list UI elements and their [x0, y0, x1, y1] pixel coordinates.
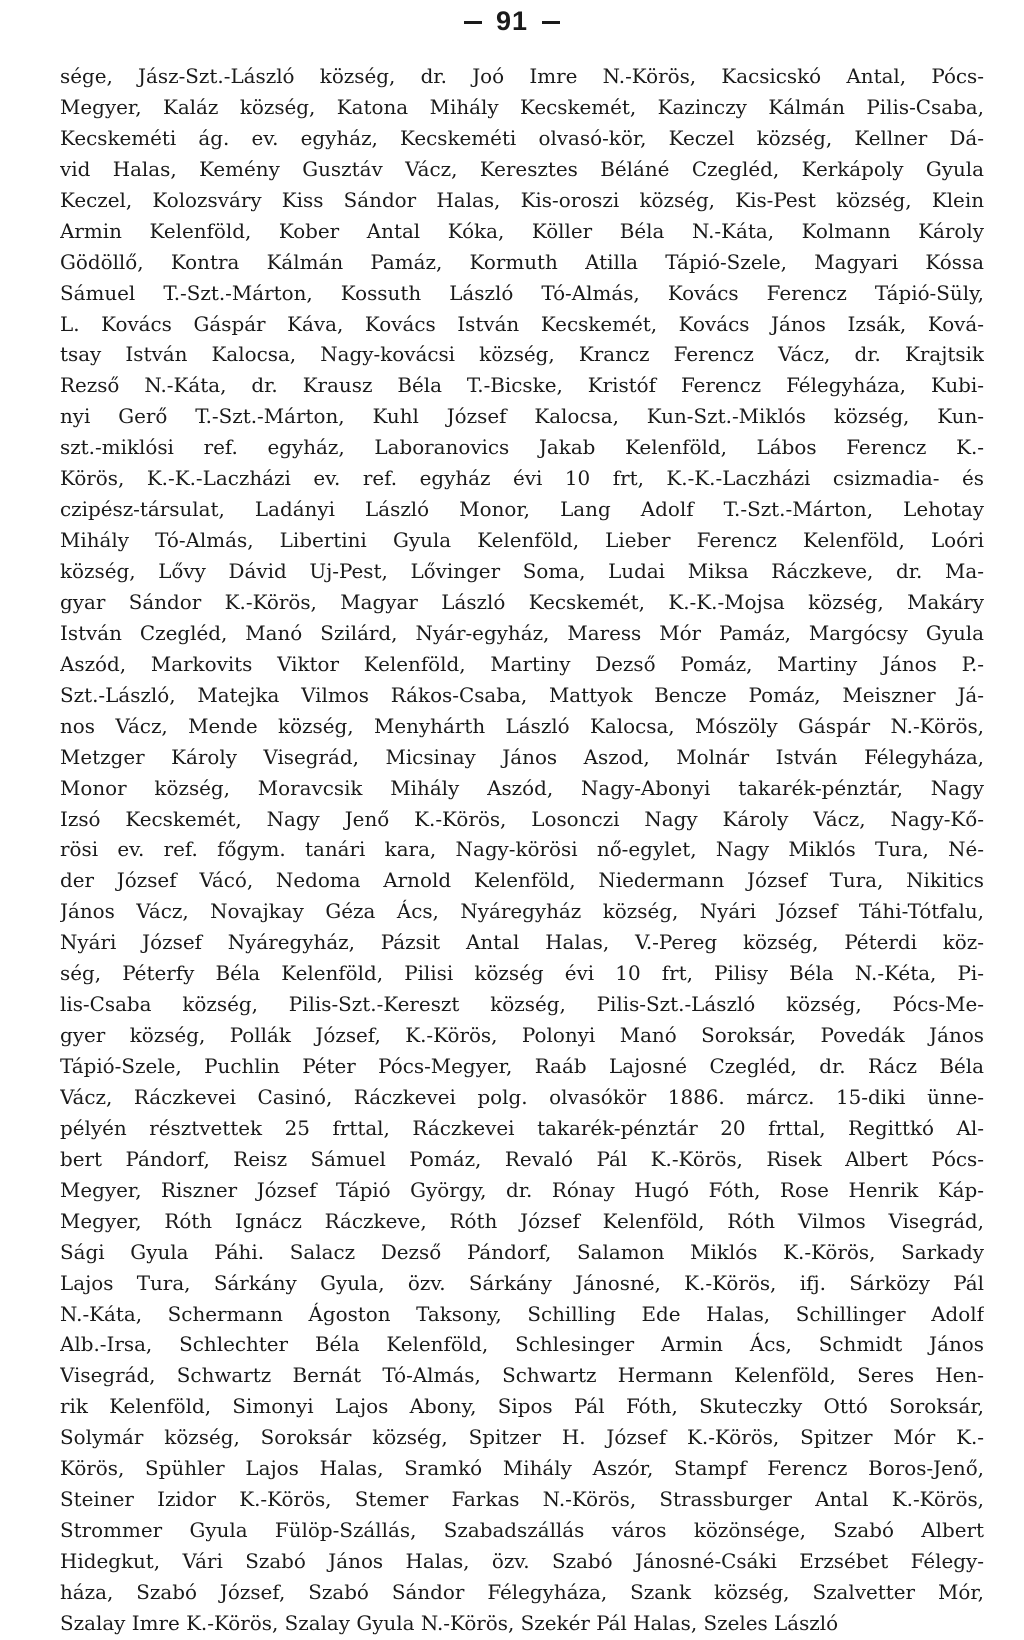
text-line: tsay István Kalocsa, Nagy-kovácsi község, Krancz Ferencz Vácz, dr. Krajtsik [60, 343, 984, 367]
text-line: nyi Gerő T.-Szt.-Márton, Kuhl József Kalocsa, Kun-Szt.-Miklós község, Kun- [60, 405, 984, 429]
page-header [0, 6, 1024, 37]
text-line: Gödöllő, Kontra Kálmán Pamáz, Kormuth Atilla Tápió-Szele, Magyari Kóssa [60, 250, 984, 274]
text-line: Megyer, Kaláz község, Katona Mihály Kecskemét, Kazinczy Kálmán Pilis-Csaba, [60, 95, 984, 119]
text-line: Keczel, Kolozsváry Kiss Sándor Halas, Kis-oroszi község, Kis-Pest község, Klein [60, 188, 984, 212]
text-line: pélyén résztvettek 25 frttal, Ráczkevei takarék-pénztár 20 frttal, Regittkó Al- [60, 1116, 984, 1140]
text-line: Sámuel T.-Szt.-Márton, Kossuth László Tó-Almás, Kovács Ferencz Tápió-Süly, [60, 281, 984, 305]
text-line: Steiner Izidor K.-Körös, Stemer Farkas N.-Körös, Strassburger Antal K.-Körös, [60, 1488, 984, 1512]
text-line: czipész-társulat, Ladányi László Monor, Lang Adolf T.-Szt.-Márton, Lehotay [60, 498, 984, 522]
header-dash-left [464, 21, 482, 24]
text-line: Körös, K.-K.-Laczházi ev. ref. egyház évi 10 frt, K.-K.-Laczházi csizmadia- és [60, 467, 984, 491]
text-line: János Vácz, Novajkay Géza Ács, Nyáregyház község, Nyári József Táhi-Tótfalu, [60, 900, 984, 924]
text-line: Sági Gyula Páhi. Salacz Dezső Pándorf, Salamon Miklós K.-Körös, Sarkady [60, 1240, 984, 1264]
text-line: Körös, Spühler Lajos Halas, Sramkó Mihály Aszór, Stampf Ferencz Boros-Jenő, [60, 1457, 984, 1481]
text-line: Metzger Károly Visegrád, Micsinay János Aszod, Molnár István Félegyháza, [60, 745, 984, 769]
text-line: Visegrád, Schwartz Bernát Tó-Almás, Schwartz Hermann Kelenföld, Seres Hen- [60, 1364, 984, 1388]
text-line: sége, Jász-Szt.-László község, dr. Joó Imre N.-Körös, Kacsicskó Antal, Pócs- [60, 65, 984, 88]
text-line: der József Vácó, Nedoma Arnold Kelenföld, Niedermann József Tura, Nikitics [60, 869, 984, 893]
text-line: Tápió-Szele, Puchlin Péter Pócs-Megyer, Raáb Lajosné Czegléd, dr. Rácz Béla [60, 1055, 984, 1078]
text-line: vid Halas, Kemény Gusztáv Vácz, Keresztes Béláné Czegléd, Kerkápoly Gyula [60, 157, 984, 181]
text-line: Hidegkut, Vári Szabó János Halas, özv. Szabó Jánosné-Csáki Erzsébet Félegy- [60, 1550, 984, 1573]
text-line: Szalay Imre K.-Körös, Szalay Gyula N.-Körös, Szekér Pál Halas, Szeles László [60, 1611, 839, 1635]
text-line: Szt.-László, Matejka Vilmos Rákos-Csaba, Mattyok Bencze Pomáz, Meiszner Já- [60, 683, 984, 707]
header-dash-right [542, 21, 560, 24]
text-line: ség, Péterfy Béla Kelenföld, Pilisi község évi 10 frt, Pilisy Béla N.-Kéta, Pi- [60, 962, 984, 986]
text-line: Megyer, Riszner József Tápió György, dr. Rónay Hugó Fóth, Rose Henrik Káp- [60, 1178, 984, 1202]
text-line: Alb.-Irsa, Schlechter Béla Kelenföld, Schlesinger Armin Ács, Schmidt János [60, 1333, 984, 1357]
text-line: lis-Csaba község, Pilis-Szt.-Kereszt község, Pilis-Szt.-László község, Pócs-Me- [60, 993, 984, 1017]
text-line: Lajos Tura, Sárkány Gyula, özv. Sárkány Jánosné, K.-Körös, ifj. Sárközy Pál [60, 1271, 984, 1295]
text-line: István Czegléd, Manó Szilárd, Nyár-egyház, Maress Mór Pamáz, Margócsy Gyula [60, 621, 984, 645]
text-line: N.-Káta, Schermann Ágoston Taksony, Schilling Ede Halas, Schillinger Adolf [60, 1302, 984, 1326]
text-line: gyar Sándor K.-Körös, Magyar László Kecskemét, K.-K.-Mojsa község, Makáry [60, 590, 984, 614]
text-line: Megyer, Róth Ignácz Ráczkeve, Róth József Kelenföld, Róth Vilmos Visegrád, [60, 1209, 984, 1233]
text-line: Strommer Gyula Fülöp-Szállás, Szabadszállás város közönsége, Szabó Albert [60, 1519, 984, 1543]
text-line: Izsó Kecskemét, Nagy Jenő K.-Körös, Losonczi Nagy Károly Vácz, Nagy-Kő- [60, 807, 984, 831]
text-line: Rezső N.-Káta, dr. Krausz Béla T.-Bicske, Kristóf Ferencz Félegyháza, Kubi- [60, 374, 984, 398]
text-line: háza, Szabó József, Szabó Sándor Félegyháza, Szank község, Szalvetter Mór, [60, 1580, 984, 1604]
text-line: L. Kovács Gáspár Káva, Kovács István Kecskemét, Kovács János Izsák, Ková- [60, 312, 984, 336]
text-line: község, Lővy Dávid Uj-Pest, Lővinger Soma, Ludai Miksa Ráczkeve, dr. Ma- [60, 560, 984, 583]
text-line: Armin Kelenföld, Kober Antal Kóka, Köller Béla N.-Káta, Kolmann Károly [60, 219, 984, 243]
text-line: Kecskeméti ág. ev. egyház, Kecskeméti olvasó-kör, Keczel község, Kellner Dá- [60, 126, 984, 150]
body-text [60, 62, 984, 1640]
text-line: szt.-miklósi ref. egyház, Laboranovics Jakab Kelenföld, Lábos Ferencz K.- [60, 436, 984, 460]
text-line: Mihály Tó-Almás, Libertini Gyula Kelenföld, Lieber Ferencz Kelenföld, Loóri [60, 529, 984, 553]
text-line: Aszód, Markovits Viktor Kelenföld, Martiny Dezső Pomáz, Martiny János P.- [60, 652, 984, 676]
page-number: 91 [495, 6, 529, 36]
text-line: rik Kelenföld, Simonyi Lajos Abony, Sipos Pál Fóth, Skuteczky Ottó Soroksár, [60, 1395, 984, 1419]
text-line: Nyári József Nyáregyház, Pázsit Antal Halas, V.-Pereg község, Péterdi köz- [60, 931, 984, 955]
text-line: bert Pándorf, Reisz Sámuel Pomáz, Revaló Pál K.-Körös, Risek Albert Pócs- [60, 1147, 984, 1171]
text-line: rösi ev. ref. főgym. tanári kara, Nagy-körösi nő-egylet, Nagy Miklós Tura, Né- [60, 838, 984, 862]
text-line: Vácz, Ráczkevei Casinó, Ráczkevei polg. olvasókör 1886. márcz. 15-diki ünne- [60, 1085, 984, 1109]
text-line: gyer község, Pollák József, K.-Körös, Polonyi Manó Soroksár, Povedák János [60, 1024, 984, 1048]
text-line: nos Vácz, Mende község, Menyhárth László Kalocsa, Mószöly Gáspár N.-Körös, [60, 714, 984, 738]
text-line: Monor község, Moravcsik Mihály Aszód, Nagy-Abonyi takarék-pénztár, Nagy [60, 776, 984, 800]
text-line: Solymár község, Soroksár község, Spitzer H. József K.-Körös, Spitzer Mór K.- [60, 1426, 984, 1450]
